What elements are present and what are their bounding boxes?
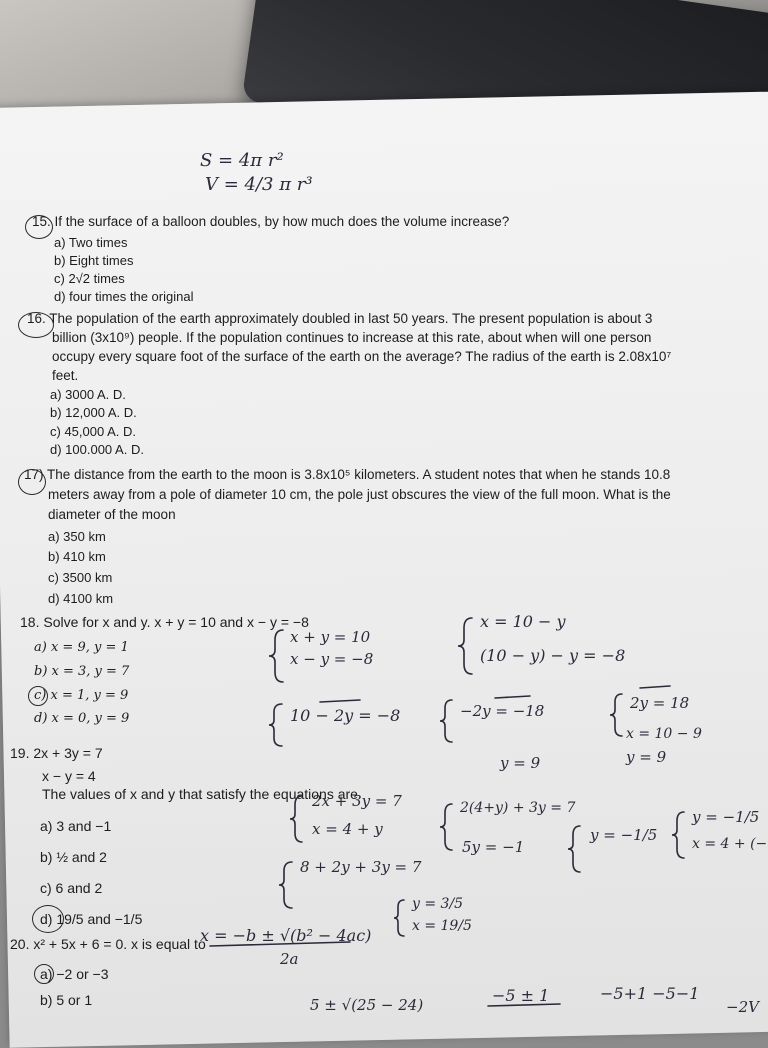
q16-option-b: b) 12,000 A. D. <box>50 405 137 420</box>
brace-18-c <box>269 704 282 746</box>
question-20-stem: 20. x² + 5x + 6 = 0. x is equal to <box>10 936 206 952</box>
work-19-eq1: 2x + 3y = 7 <box>312 792 402 810</box>
brace-18-e <box>610 694 622 736</box>
overline-18c <box>640 686 670 688</box>
work-20-denominator: 2a <box>280 950 299 968</box>
brace-19-b <box>440 804 452 850</box>
brace-19-a <box>290 796 302 842</box>
brace-18-d <box>440 700 452 742</box>
q17-option-a: a) 350 km <box>48 529 106 544</box>
question-17-line1: 17) The distance from the earth to the moon is 3.8x10⁵ kilometers. A student notes that when he stands 10.8 <box>24 467 671 482</box>
work-20-result: −2V <box>726 998 759 1016</box>
q18-option-b: b) x = 3, y = 7 <box>34 664 130 679</box>
work-18-step10: y = 9 <box>626 748 667 766</box>
work-19-y2: y = −1/5 <box>692 808 760 826</box>
question-16-line4: feet. <box>52 368 79 383</box>
work-18-step5: 10 − 2y = −8 <box>290 706 401 725</box>
work-18-substitution: (10 − y) − y = −8 <box>480 646 626 665</box>
brace-18-b <box>458 618 472 674</box>
q17-option-b: b) 410 km <box>48 549 106 564</box>
work-20-pm: −5 ± 1 <box>492 986 550 1005</box>
work-18-step9: x = 10 − 9 <box>626 726 702 742</box>
work-19-y3: y = 3/5 <box>412 896 464 912</box>
fraction-bar-20 <box>210 942 350 946</box>
q18-option-a: a) x = 9, y = 1 <box>34 640 129 655</box>
q20-option-a: a) −2 or −3 <box>40 966 109 982</box>
question-16-line1: 16. The population of the earth approximately doubled in last 50 years. The present population is about 3 <box>27 311 653 326</box>
work-19-y1: y = −1/5 <box>590 826 658 844</box>
q19-option-a: a) 3 and −1 <box>40 818 112 834</box>
overline-18b <box>495 696 530 698</box>
question-15-stem: 15. If the surface of a balloon doubles, by how much does the volume increase? <box>32 214 510 229</box>
surface-formula-handwritten: S = 4π r² <box>200 150 284 171</box>
work-19-expand: 8 + 2y + 3y = 7 <box>300 858 422 876</box>
question-17-line2: meters away from a pole of diameter 10 cm, the pole just obscures the view of the full moon. What is the <box>48 487 671 502</box>
work-20-sub: 5 ± √(25 − 24) <box>310 996 424 1014</box>
q15-option-d: d) four times the original <box>54 289 194 304</box>
question-18-stem: 18. Solve for x and y. x + y = 10 and x − y = −8 <box>20 614 309 630</box>
q18-option-d: d) x = 0, y = 9 <box>34 711 130 726</box>
q20-option-b: b) 5 or 1 <box>40 992 93 1008</box>
work-18-eq1: x + y = 10 <box>290 628 371 646</box>
work-18-step6: −2y = −18 <box>460 702 545 720</box>
work-20-formula: x = −b ± √(b² − 4ac) <box>200 926 372 945</box>
q19-option-d: d) 19/5 and −1/5 <box>40 911 143 927</box>
q16-option-c: c) 45,000 A. D. <box>50 424 136 439</box>
q16-option-a: a) 3000 A. D. <box>50 387 126 402</box>
overline-18 <box>320 700 360 702</box>
volume-formula-handwritten: V = 4/3 π r³ <box>205 174 313 195</box>
question-19-eq1: 19. 2x + 3y = 7 <box>10 745 103 761</box>
brace-19-f <box>394 900 404 936</box>
brace-19-c <box>279 862 292 908</box>
underline-20 <box>488 1004 560 1006</box>
question-19-eq2: x − y = 4 <box>42 768 96 784</box>
work-18-step7: 2y = 18 <box>630 694 690 712</box>
q18-option-c: c) x = 1, y = 9 <box>34 688 129 703</box>
q17-option-d: d) 4100 km <box>48 591 114 606</box>
work-18-step8: y = 9 <box>500 754 541 772</box>
work-19-5y: 5y = −1 <box>462 838 525 856</box>
brace-18-a <box>269 630 283 682</box>
q17-option-c: c) 3500 km <box>48 570 113 585</box>
work-20-split: −5+1 −5−1 <box>600 984 700 1003</box>
q19-option-c: c) 6 and 2 <box>40 880 103 896</box>
work-18-eq2: x − y = −8 <box>290 650 374 668</box>
work-19-sub: 2(4+y) + 3y = 7 <box>460 800 576 816</box>
work-19-x-partial: x = 4 + (− <box>692 836 768 852</box>
q15-option-a: a) Two times <box>54 235 128 250</box>
q15-option-b: b) Eight times <box>54 253 134 268</box>
question-17-line3: diameter of the moon <box>48 507 176 522</box>
question-19-stem: The values of x and y that satisfy the equations are <box>42 786 358 802</box>
work-19-x-final: x = 19/5 <box>412 918 472 934</box>
work-19-eq2: x = 4 + y <box>312 820 383 838</box>
q19-option-b: b) ½ and 2 <box>40 849 107 865</box>
q16-option-d: d) 100.000 A. D. <box>50 442 144 457</box>
brace-19-e <box>672 812 684 858</box>
brace-19-d <box>568 826 580 872</box>
q15-option-c: c) 2√2 times <box>54 271 125 286</box>
question-16-line3: occupy every square foot of the surface of the earth on the average? The radius of the earth is 2.08x10⁷ <box>52 349 672 364</box>
question-16-line2: billion (3x10⁹) people. If the population continues to increase at this rate, about when will one person <box>52 330 652 345</box>
work-18-x-expr: x = 10 − y <box>480 612 566 631</box>
